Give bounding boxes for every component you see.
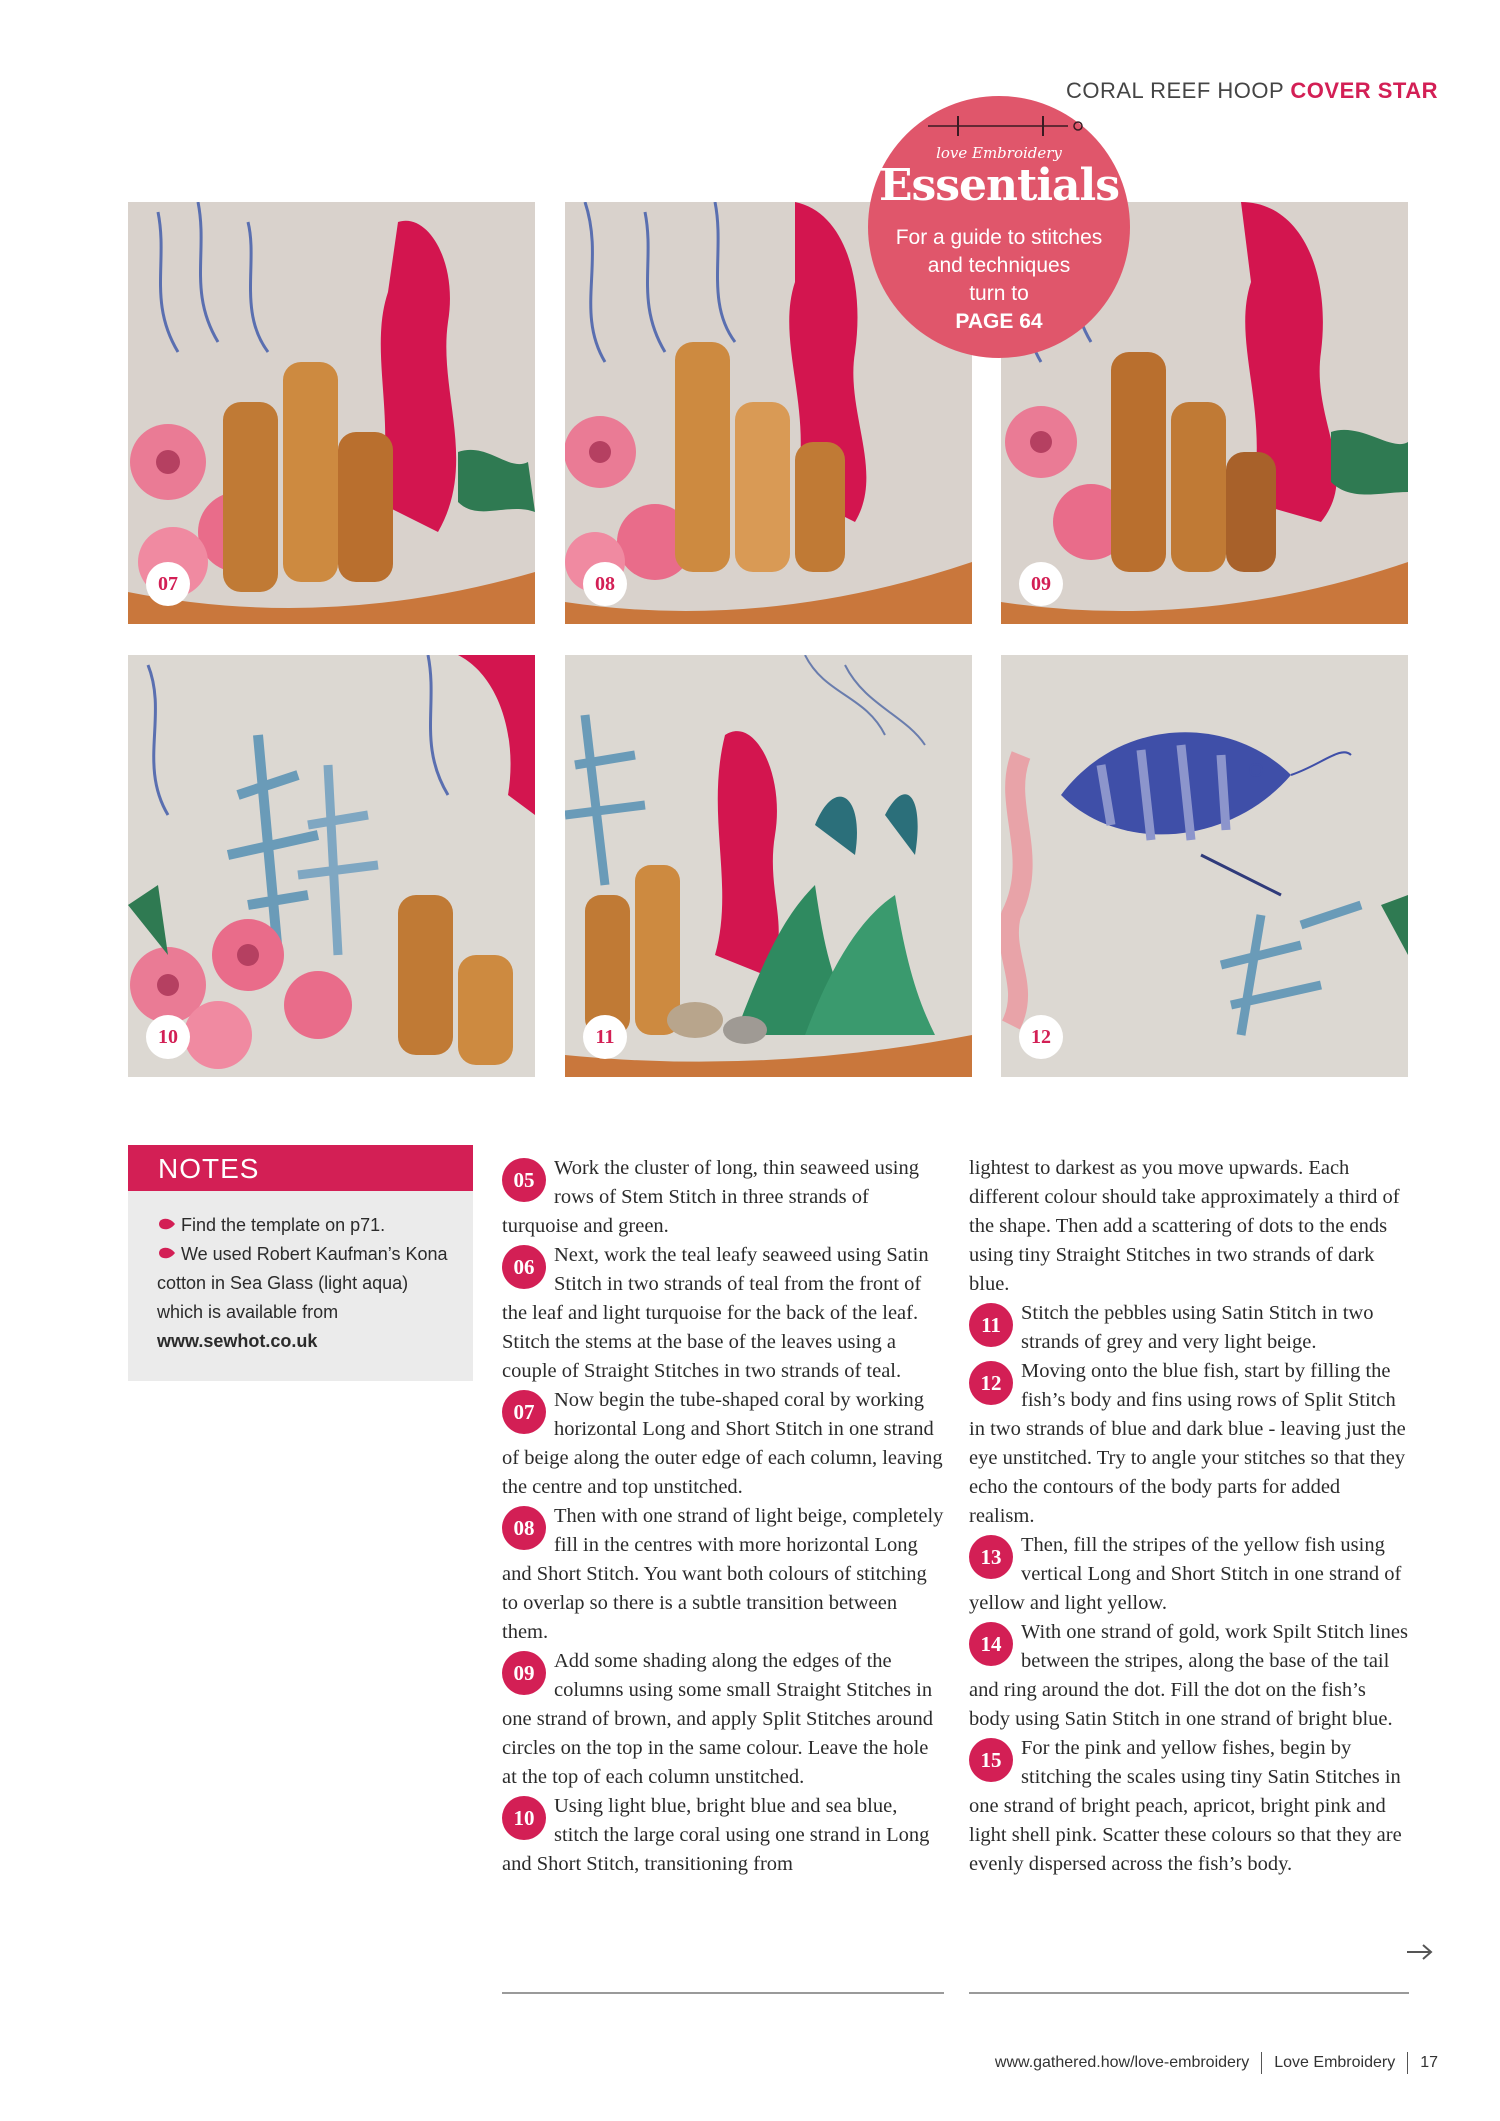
section-header xyxy=(1066,78,1438,104)
step-badge: 09 xyxy=(1019,562,1063,606)
header-emphasis: COVER STAR xyxy=(1290,78,1438,103)
step-text: Then, fill the stripes of the yellow fish using vertical Long and Short Stitch in one strand of yellow and light yellow. xyxy=(969,1534,1402,1614)
footer-separator xyxy=(1407,2052,1408,2074)
essentials-brand: Essentials xyxy=(878,160,1120,211)
column-divider xyxy=(502,1992,944,1994)
notes-item-text: Find the template on p71. xyxy=(181,1215,386,1235)
column-divider xyxy=(969,1992,1409,1994)
thread-bullet-icon xyxy=(157,1245,177,1261)
step-photo-11 xyxy=(565,655,972,1077)
step-text: With one strand of gold, work Spilt Stitch lines between the stripes, along the base of the tail and ring around the dot. Fill the dot on the fish’s body using Satin Stitch in one strand of bright blue. xyxy=(969,1621,1408,1730)
step-photo-07 xyxy=(128,202,535,624)
essentials-line: and techniques xyxy=(927,254,1071,277)
step-number: 09 xyxy=(502,1651,546,1695)
step-number: 14 xyxy=(969,1622,1013,1666)
step-number: 08 xyxy=(502,1506,546,1550)
essentials-brand-small: love Embroidery xyxy=(936,144,1062,162)
embroidery-photo xyxy=(128,655,535,1077)
step-text: Add some shading along the edges of the columns using some small Straight Stitches in one strand of brown, and apply Split Stitches around circles on the top in the same colour. Leave the hole at the top of each column unstitched. xyxy=(502,1650,934,1788)
step-badge: 12 xyxy=(1019,1015,1063,1059)
embroidery-photo xyxy=(565,655,972,1077)
notes-box xyxy=(128,1145,473,1381)
embroidery-photo xyxy=(128,202,535,624)
step-text: Work the cluster of long, thin seaweed using rows of Stem Stitch in three strands of turquoise and green. xyxy=(502,1157,919,1237)
notes-url[interactable]: www.sewhot.co.uk xyxy=(157,1331,318,1351)
footer-separator xyxy=(1261,2052,1262,2074)
essentials-roundel xyxy=(868,96,1130,358)
step-text: Stitch the pebbles using Satin Stitch in two strands of grey and very light beige. xyxy=(1021,1302,1374,1353)
step-paragraph xyxy=(502,1386,944,1502)
step-paragraph xyxy=(502,1502,944,1647)
step-paragraph xyxy=(502,1792,944,1879)
step-paragraph xyxy=(969,1299,1409,1357)
header-prefix: CORAL REEF HOOP xyxy=(1065,78,1284,103)
footer-magazine: Love Embroidery xyxy=(1274,2054,1396,2072)
step-paragraph-continued xyxy=(969,1154,1409,1299)
step-number: 12 xyxy=(969,1361,1013,1405)
step-number: 11 xyxy=(969,1303,1013,1347)
step-photo-12 xyxy=(1001,655,1408,1077)
step-paragraph xyxy=(502,1647,944,1792)
step-badge: 11 xyxy=(583,1015,627,1059)
page-number: 17 xyxy=(1420,2054,1438,2072)
notes-title: NOTES xyxy=(128,1145,473,1191)
step-number: 05 xyxy=(502,1158,546,1202)
thread-bullet-icon xyxy=(157,1216,177,1232)
needle-icon xyxy=(868,114,1130,138)
step-paragraph xyxy=(969,1357,1409,1531)
notes-item xyxy=(157,1211,455,1240)
essentials-line: For a guide to stitches xyxy=(895,226,1103,249)
embroidery-photo xyxy=(1001,655,1408,1077)
instructions-column-1 xyxy=(502,1154,944,1879)
step-photo-10 xyxy=(128,655,535,1077)
step-paragraph xyxy=(969,1734,1409,1879)
step-number: 13 xyxy=(969,1535,1013,1579)
instructions-column-2 xyxy=(969,1154,1409,1879)
step-text: lightest to darkest as you move upwards. Each different colour should take approximately a third of the shape. Then add a scattering of dots to the ends using tiny Straight Stitches in two strands of dark blue. xyxy=(969,1157,1400,1295)
step-text: Moving onto the blue fish, start by filling the fish’s body and fins using rows of Split Stitch in two strands of blue and dark blue - leaving just the eye unstitched. Try to angle your stitches so that they echo the contours of the body parts for added realism. xyxy=(969,1360,1406,1527)
step-number: 10 xyxy=(502,1796,546,1840)
step-number: 06 xyxy=(502,1245,546,1289)
step-paragraph xyxy=(969,1531,1409,1618)
step-text: Now begin the tube-shaped coral by working horizontal Long and Short Stitch in one strand of beige along the outer edge of each column, leaving the centre and top unstitched. xyxy=(502,1389,943,1498)
step-badge: 07 xyxy=(146,562,190,606)
step-paragraph xyxy=(969,1618,1409,1734)
notes-item-text: We used Robert Kaufman’s Kona cotton in Sea Glass (light aqua) which is available from xyxy=(157,1244,448,1322)
step-number: 07 xyxy=(502,1390,546,1434)
step-text: Then with one strand of light beige, completely fill in the centres with more horizontal Long and Short Stitch. You want both colours of stitching to overlap so there is a subtle transition between them. xyxy=(502,1505,944,1643)
step-number: 15 xyxy=(969,1738,1013,1782)
page-footer xyxy=(995,2052,1438,2074)
step-paragraph xyxy=(502,1241,944,1386)
notes-body xyxy=(128,1191,473,1356)
essentials-line: turn to xyxy=(969,282,1029,305)
step-badge: 08 xyxy=(583,562,627,606)
step-text: For the pink and yellow fishes, begin by stitching the scales using tiny Satin Stitches in one strand of bright peach, apricot, bright pink and light shell pink. Scatter these colours so that they are evenly dispersed across the fish’s body. xyxy=(969,1737,1402,1875)
footer-url[interactable]: www.gathered.how/love-embroidery xyxy=(994,2054,1250,2072)
essentials-page: PAGE 64 xyxy=(955,310,1043,333)
continue-arrow-icon[interactable] xyxy=(1405,1942,1435,1962)
step-badge: 10 xyxy=(146,1015,190,1059)
step-paragraph xyxy=(502,1154,944,1241)
notes-item xyxy=(157,1240,455,1356)
step-text: Next, work the teal leafy seaweed using Satin Stitch in two strands of teal from the front of the leaf and light turquoise for the back of the leaf. Stitch the stems at the base of the leaves using a couple of Straight Stitches in two strands of teal. xyxy=(502,1244,929,1382)
step-text: Using light blue, bright blue and sea blue, stitch the large coral using one strand in Long and Short Stitch, transitioning from xyxy=(502,1795,930,1875)
essentials-guide xyxy=(888,224,1110,336)
